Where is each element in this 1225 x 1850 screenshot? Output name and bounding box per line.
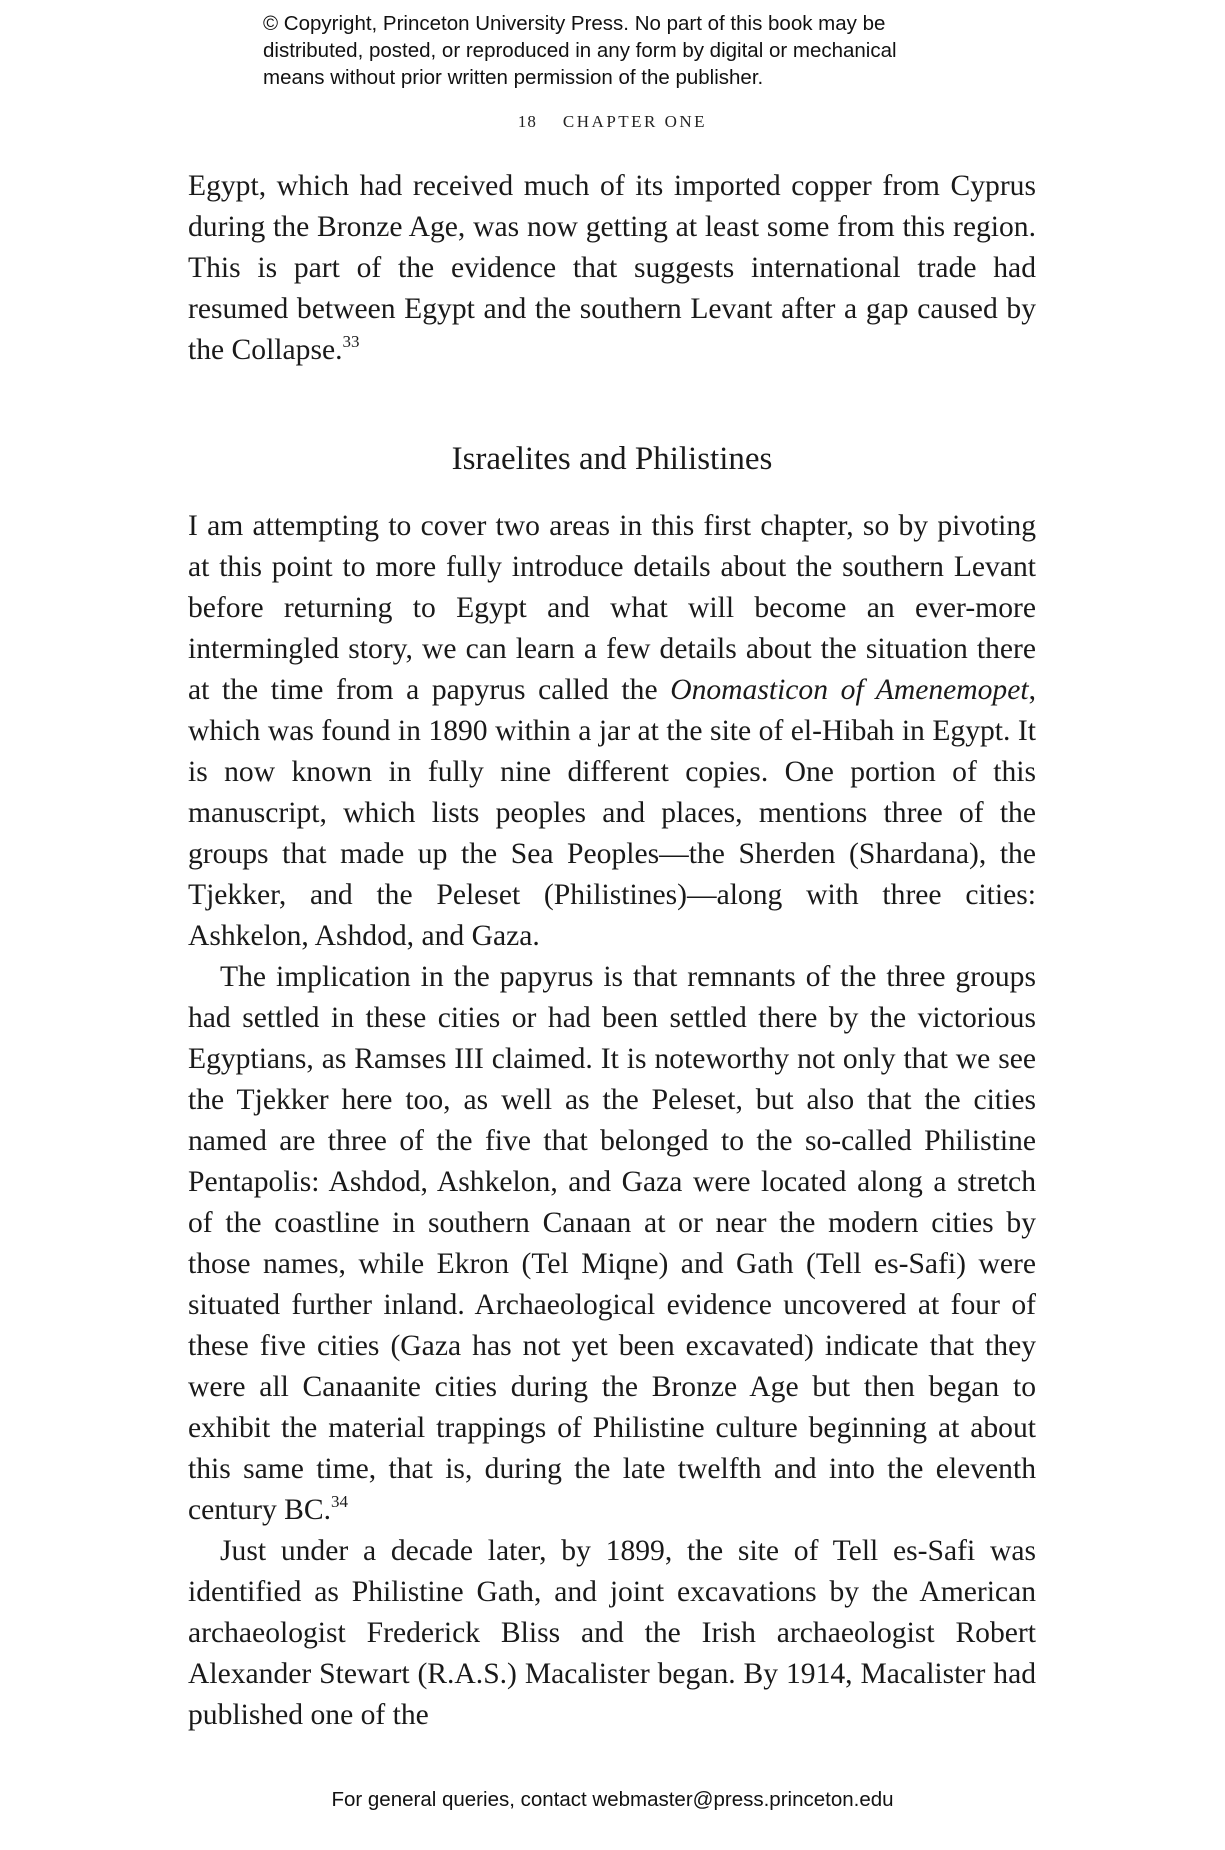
paragraph-text: , which was found in 1890 within a jar at the site of el-Hibah in Egypt. It is now known in fully nine different copies. One portion of this manuscript, which lists peoples and places, mentions three of the groups that made up the Sea Peoples—the Sherden (Shardana), the Tjekker, and the Peleset (Philistines)—along with three cities: Ashkelon, Ashdod, and Gaza. bbox=[188, 674, 1036, 952]
section-heading: Israelites and Philistines bbox=[451, 441, 773, 477]
copyright-notice bbox=[263, 10, 1023, 91]
paragraph bbox=[188, 957, 1036, 1531]
footnote-ref: 34 bbox=[331, 1492, 349, 1511]
running-head bbox=[0, 112, 1225, 132]
chapter-title: CHAPTER ONE bbox=[562, 112, 708, 131]
page-number: 18 bbox=[517, 112, 537, 131]
paragraph-text: Egypt, which had received much of its imported copper from Cyprus during the Bronze Age, was now getting at least some from this region. This is part of the evidence that suggests international trade had resumed between Egypt and the southern Levant after a gap caused by the Collapse. bbox=[188, 170, 1036, 366]
copyright-line: means without prior written permission of the publisher. bbox=[263, 66, 764, 89]
paragraph-text: Just under a decade later, by 1899, the site of Tell es-Safi was identified as Philistine Gath, and joint excavations by the American archaeologist Frederick Bliss and the Irish archaeologist Robert Alexander Stewart (R.A.S.) Macalister began. By 1914, Macalister had published one of the bbox=[188, 1535, 1036, 1731]
footer-contact: For general queries, contact webmaster@press.princeton.edu bbox=[331, 1788, 894, 1811]
copyright-line: distributed, posted, or reproduced in any form by digital or mechanical bbox=[263, 39, 897, 62]
paragraph-text: I am attempting to cover two areas in this first chapter, so by pivoting at this point to more fully introduce details about the southern Levant before returning to Egypt and what will become an ever-more intermingled story, we can learn a few details about the situation there at the time from a papyrus called the bbox=[188, 510, 1036, 706]
paragraph bbox=[188, 166, 1036, 371]
paragraph bbox=[188, 506, 1036, 957]
body-text bbox=[188, 166, 1036, 1736]
italic-title: Onomasticon of Amenemopet bbox=[670, 674, 1029, 706]
paragraph bbox=[188, 1531, 1036, 1736]
paragraph-text: The implication in the papyrus is that remnants of the three groups had settled in these cities or had been settled there by the victorious Egyptians, as Ramses III claimed. It is noteworthy not only that we see the Tjekker here too, as well as the Peleset, but also that the cities named are three of the five that belonged to the so-called Philistine Pentapolis: Ashdod, Ashkelon, and Gaza were located along a stretch of the coastline in southern Canaan at or near the modern cities by those names, while Ekron (Tel Miqne) and Gath (Tell es-Safi) were situated further inland. Archaeological evidence uncovered at four of these five cities (Gaza has not yet been excavated) indicate that they were all Canaanite cities during the Bronze Age but then began to exhibit the material trappings of Philistine culture beginning at about this same time, that is, during the late twelfth and into the eleventh century BC. bbox=[188, 961, 1036, 1526]
copyright-line: © Copyright, Princeton University Press. No part of this book may be bbox=[263, 12, 886, 35]
footnote-ref: 33 bbox=[342, 332, 360, 351]
